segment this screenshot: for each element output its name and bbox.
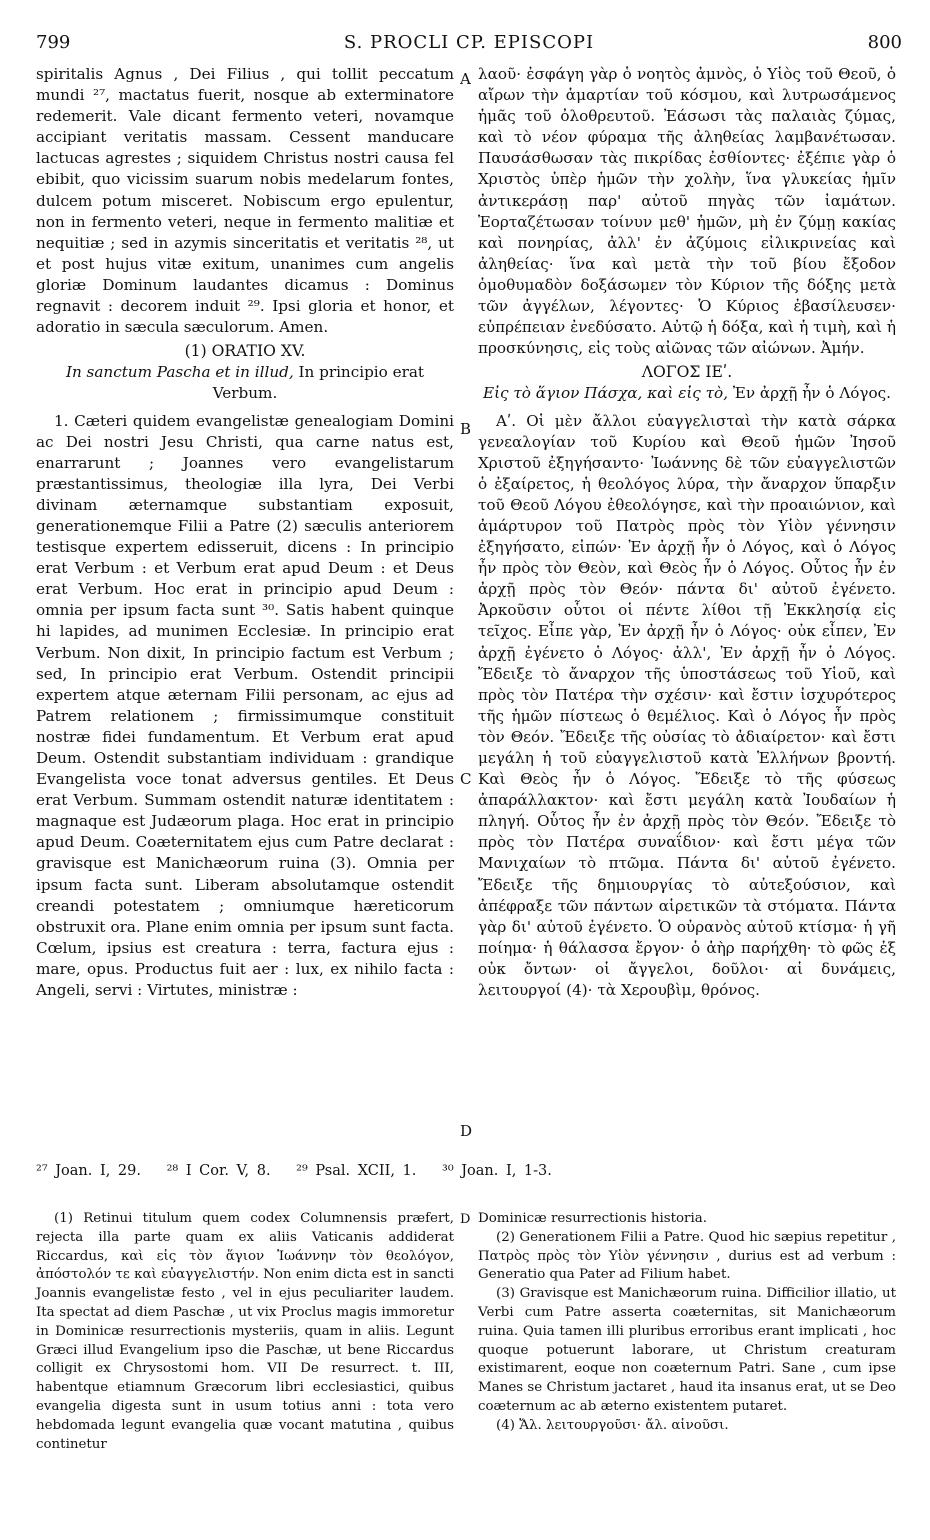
- notes-right-column: [478, 1210, 896, 1436]
- latin-oration-title: (1) ORATIO XV.: [184, 342, 306, 361]
- latin-column: [36, 64, 454, 1001]
- margin-marker-c: C: [460, 770, 472, 788]
- running-title: S. PROCLI CP. EPISCOPI: [343, 32, 595, 53]
- greek-paragraph-1: λαοῦ· ἐσφάγη γὰρ ὁ νοητὸς ἀμνὸς, ὁ Υἱὸς τοῦ Θεοῦ, ὁ αἴρων τὴν ἁμαρτίαν τοῦ κόσμου, καὶ λυτρωσάμενος ἡμᾶς τοῦ ὀλοθρευτοῦ. Ἐάσωσι τὰς παλαιὰς ζύμας, καὶ τὸ νέον φύραμα τῆς ἀληθείας λαμβανέτωσαν. Παυσάσθωσαν τὰς πικρίδας ἐσθίοντες· ἐξέπιε γὰρ ὁ Χριστὸς ὑπὲρ ἡμῶν τὴν χολὴν, ἵνα γλυκείας ἡμῖν ἀντικεράσῃ παρ' αὐτοῦ πηγὰς τῶν ἰαμάτων. Ἑορταζέτωσαν τοίνυν μεθ' ἡμῶν, μὴ ἐν ζύμῃ κακίας καὶ πονηρίας, ἀλλ' ἐν ἀζύμοις εἰλικρινείας καὶ ἀληθείας· ἵνα καὶ μετὰ τὴν τοῦ βίου ἔξοδον ὁμοθυμαδὸν δοξάσωμεν τὸν Κύριον τῆς δόξης μετὰ τῶν ἀγγέλων, λέγοντες· Ὁ Κύριος ἐβασίλευσεν· εὐπρέπειαν ἐνεδύσατο. Αὐτῷ ἡ δόξα, καὶ ἡ τιμὴ, καὶ ἡ προσκύνησις, εἰς τοὺς αἰῶνας τῶν αἰώνων. Ἀμήν.: [478, 65, 896, 358]
- margin-marker-b: B: [460, 420, 472, 438]
- note-3: (3) Gravisque est Manichæorum ruina. Difficilior illatio, ut Verbi cum Patre asserta coæternitas, sit Manichæorum ruina. Quia tamen illi pluribus erroribus erant implicati , hoc quoque potuerunt laborare, ut Christum creaturam existimarent, eoque non coæternum Patri. Sane , cum ipse Manes se Christum jactaret , haud ita insanus erat, ut se Deo coæternum ac ab æterno existentem putaret.: [478, 1286, 896, 1414]
- page-number-right: 800: [867, 32, 902, 53]
- scripture-footnotes: [36, 1163, 902, 1179]
- greek-oration-title: ΛΟΓΟΣ ΙΕʹ.: [641, 363, 733, 382]
- page-number-left: 799: [36, 32, 71, 53]
- greek-column: [478, 64, 896, 1001]
- footnote-28: ²⁸ I Cor. V, 8.: [166, 1163, 271, 1179]
- page-header: [36, 32, 902, 56]
- note-4: (4) Ἄλ. λειτουργοῦσι· ἄλ. αἰνοῦσι.: [496, 1417, 729, 1433]
- greek-oration-subtitle: Εἰς τὸ ἅγιον Πάσχα, καὶ εἰς τὸ, Ἐν ἀρχῇ ἦν ὁ Λόγος.: [482, 384, 891, 403]
- margin-marker-a: A: [460, 70, 471, 88]
- note-1-continued: Dominicæ resurrectionis historia.: [478, 1211, 707, 1226]
- latin-oration-subtitle: In sanctum Pascha et in illud, In principio erat Verbum.: [65, 363, 425, 403]
- notes-margin-marker-d: D: [460, 1212, 471, 1227]
- footnote-29: ²⁹ Psal. XCII, 1.: [296, 1163, 417, 1179]
- greek-paragraph-2: Αʹ. Οἱ μὲν ἄλλοι εὐαγγελισταὶ τὴν κατὰ σάρκα γενεαλογίαν τοῦ Κυρίου καὶ Θεοῦ ἡμῶν Ἰησοῦ Χριστοῦ ἐξηγήσαντο· Ἰωάννης δὲ τῶν εὐαγγελιστῶν ὁ ἐξαίρετος, ἡ θεολόγος λύρα, τὴν ἄναρχον ὕπαρξιν τοῦ Θεοῦ Λόγου ἐθεολόγησε, καὶ τὴν προαιώνιον, καὶ ἀμάρτυρον τοῦ Πατρὸς πρὸς τὸν Υἱὸν γέννησιν ἐξηγήσατο, εἰπών· Ἐν ἀρχῇ ἦν ὁ Λόγος, καὶ ὁ Λόγος ἦν πρὸς τὸν Θεὸν, καὶ Θεὸς ἦν ὁ Λόγος. Οὗτος ἦν ἐν ἀρχῇ πρὸς τὸν Θεόν· πάντα δι' αὐτοῦ ἐγένετο. Ἀρκοῦσιν οὗτοι οἱ πέντε λίθοι τῇ Ἐκκλησίᾳ εἰς τεῖχος. Εἶπε γὰρ, Ἐν ἀρχῇ ἦν ὁ Λόγος· οὐκ εἶπεν, Ἐν ἀρχῇ ἐγένετο ὁ Λόγος· ἀλλ', Ἐν ἀρχῇ ἦν ὁ Λόγος. Ἔδειξε τὸ ἄναρχον τῆς ὑποστάσεως τοῦ Υἱοῦ, καὶ πρὸς τὸν Πατέρα τὴν σχέσιν· καὶ ἔστιν ἰσχυρότερος τῆς ἡμῶν πίστεως ὁ θεμέλιος. Καὶ ὁ Λόγος ἦν πρὸς τὸν Θεόν. Ἔδειξε τῆς οὐσίας τὸ ἀδιαίρετον· καὶ ἔστι μεγάλη ἡ τοῦ εὐαγγελιστοῦ κατὰ Ἑλλήνων βροντή. Καὶ Θεὸς ἦν ὁ Λόγος. Ἔδειξε τὸ τῆς φύσεως ἀπαράλλακτον· καὶ ἔστι μεγάλη κατὰ Ἰουδαίων ἡ πληγή. Οὗτος ἦν ἐν ἀρχῇ πρὸς τὸν Θεόν. Ἔδειξε τὸ πρὸς τὸν Πατέρα συναΐδιον· καὶ ἔστι μέγα τῶν Μανιχαίων τὸ πτῶμα. Πάντα δι' αὐτοῦ ἐγένετο. Ἔδειξε τῆς δημιουργίας τὸ αὐτεξούσιον, καὶ ἀπέφραξε τῶν πάντων αἱρετικῶν τὰ στόματα. Πάντα γὰρ δι' αὐτοῦ ἐγένετο. Ὁ οὐρανὸς αὐτοῦ κτίσμα· ἡ γῆ ποίημα· ἡ θάλασσα ἔργον· ὁ ἀὴρ παρήχθη· τὸ φῶς ἐξ οὐκ ὄντων· οἱ ἄγγελοι, δοῦλοι· αἱ δυνάμεις, λειτουργοί (4)· τὰ Χερουβὶμ, θρόνος.: [478, 411, 896, 1000]
- note-2: (2) Generationem Filii a Patre. Quod hic sæpius repetitur , Πατρὸς πρὸς τὸν Υἱὸν γέννησιν , durius est ad verbum : Generatio qua Pater ad Filium habet.: [478, 1229, 896, 1283]
- margin-marker-d: D: [460, 1122, 473, 1140]
- footnote-27: ²⁷ Joan. I, 29.: [36, 1163, 141, 1179]
- footnote-30: ³⁰ Joan. I, 1-3.: [442, 1163, 552, 1179]
- latin-paragraph-2: 1. Cæteri quidem evangelistæ genealogiam Domini ac Dei nostri Jesu Christi, qua carne natus est, enarrarunt ; Joannes vero evangelistarum præstantissimus, theologiæ illa lyra, Dei Verbi divinam æternamque substantiam exposuit, generationemque Filii a Patre (2) sæculis anteriorem testisque expertem edisseruit, dicens : In principio erat Verbum : et Verbum erat apud Deum : et Deus erat Verbum. Hoc erat in principio apud Deum : omnia per ipsum facta sunt ³⁰. Satis habent quinque hi lapides, ad munimen Ecclesiæ. In principio erat Verbum. Non dixit, In principio factum est Verbum ; sed, In principio erat Verbum. Ostendit principii expertem atque æternam Filii personam, ac ejus ad Patrem relationem ; firmissimumque constituit nostræ fidei fundamentum. Et Verbum erat apud Deum. Ostendit substantiam individuam : grandique Evangelista voce tonat adversus gentiles. Et Deus erat Verbum. Summam ostendit naturæ identitatem : magnaque est Judæorum plaga. Hoc erat in principio apud Deum. Coæternitatem ejus cum Patre declarat : gravisque est Manichæorum ruina (3). Omnia per ipsum facta sunt. Liberam absolutamque ostendit creandi potestatem ; omniumque hæreticorum obstruxit ora. Plane enim omnia per ipsum sunt facta. Cœlum, ipsius est creatura : terra, factura ejus : mare, opus. Productus fuit aer : lux, ex nihilo facta : Angeli, servi : Virtutes, ministræ :: [36, 411, 454, 1000]
- note-1: (1) Retinui titulum quem codex Columnensis præfert, rejecta illa parte quam ex aliis Vaticanis addiderat Riccardus, καὶ εἰς τὸν ἅγιον Ἰωάννην τὸν θεολόγον, ἀπόστολόν τε καὶ εὐαγγελιστήν. Non enim dicta est in sancti Joannis evangelistæ festo , vel in ejus peculiariter laudem. Ita spectat ad diem Paschæ , ut vix Proclus magis immoretur in Dominicæ resurrectionis mysteriis, quam in aliis. Legunt Græci illud Evangelium ipso die Paschæ, ut bene Riccardus colligit ex Chrysostomi hom. VII De resurrect. t. III, habentque etiamnum Græcorum libri ecclesiastici, quibus evangelia digesta sunt in usum totius anni : tota vero hebdomada legunt evangelia quæ vocant matutina , quibus continetur: [36, 1211, 454, 1452]
- notes-left-column: [36, 1210, 454, 1454]
- latin-paragraph-1: spiritalis Agnus , Dei Filius , qui tollit peccatum mundi ²⁷, mactatus fuerit, nosque ab exterminatore redemerit. Vale dicant fermento veteri, novamque accipiant veritatis massam. Cessent manducare lactucas agrestes ; siquidem Christus nostri causa fel ebibit, quo vicissim suarum nobis medelarum fontes, dulcem potum misceret. Nobiscum ergo epulentur, non in fermento veteri, neque in fermento malitiæ et nequitiæ ; sed in azymis sinceritatis et veritatis ²⁸, ut et post hujus vitæ exitum, unanimes cum angelis gloriæ Dominum laudantes dicamus : Dominus regnavit : decorem induit ²⁹. Ipsi gloria et honor, et adoratio in sæcula sæculorum. Amen.: [36, 65, 454, 337]
